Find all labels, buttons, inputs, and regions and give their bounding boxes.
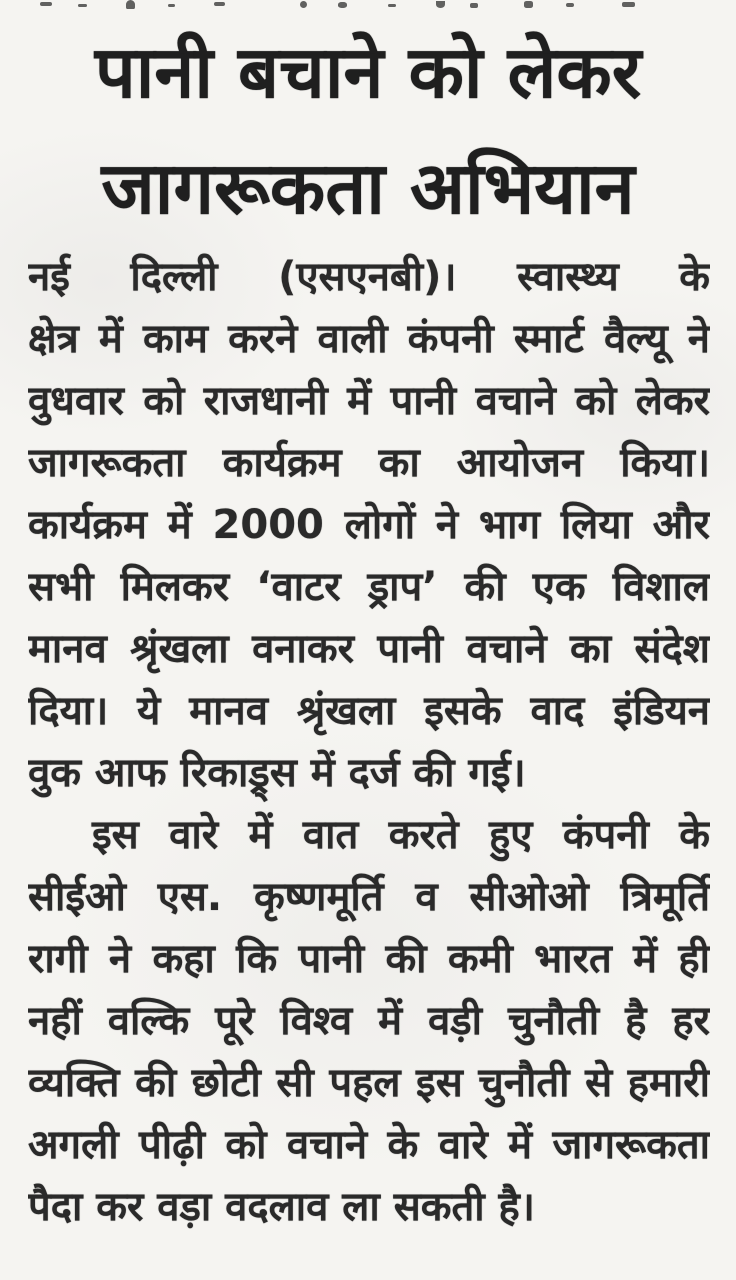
body-text-line: सीईओ एस. कृष्णमूर्ति व सीओओ त्रिमूर्ति: [28, 874, 710, 920]
glyph-fragment: [78, 4, 87, 7]
paragraph-2: [28, 804, 710, 1238]
paragraph-1: [28, 246, 710, 804]
cropped-previous-line: [0, 0, 736, 12]
body-text-line: व्यक्ति की छोटी सी पहल इस चुनौती से हमारी: [28, 1060, 710, 1106]
headline-line-2: जागरूकता अभियान: [101, 146, 635, 230]
body-text-line: इस वारे में वात करते हुए कंपनी के: [92, 812, 710, 858]
body-text-line: वुधवार को राजधानी में पानी वचाने को लेकर: [28, 378, 710, 424]
body-text-line: नहीं वल्कि पूरे विश्व में वड़ी चुनौती है हर: [28, 998, 710, 1044]
glyph-fragment: [436, 1, 445, 8]
body-text-line: सभी मिलकर ‘वाटर ड्राप’ की एक विशाल: [28, 564, 710, 610]
headline: [20, 14, 716, 246]
body-text-line: रागी ने कहा कि पानी की कमी भारत में ही: [28, 936, 710, 982]
glyph-fragment: [168, 4, 175, 7]
glyph-fragment: [388, 4, 396, 7]
body-text-line: अगली पीढ़ी को वचाने के वारे में जागरूकता: [28, 1122, 710, 1168]
body-text-line: नई दिल्ली (एसएनबी)। स्वास्थ्य के: [28, 254, 710, 300]
body-text-line: कार्यक्रम में 2000 लोगों ने भाग लिया और: [28, 502, 710, 548]
body-text-line: दिया। ये मानव श्रृंखला इसके वाद इंडियन: [28, 688, 710, 734]
glyph-fragment: [470, 3, 478, 8]
headline-line-1: पानी बचाने को लेकर: [94, 30, 642, 114]
body-text-line: जागरूकता कार्यक्रम का आयोजन किया।: [28, 440, 710, 486]
glyph-fragment: [300, 1, 307, 8]
glyph-fragment: [338, 2, 347, 8]
glyph-fragment: [566, 3, 574, 7]
body-text-line: पैदा कर वड़ा वदलाव ला सकती है।: [28, 1184, 535, 1230]
glyph-fragment: [214, 2, 225, 6]
glyph-fragment: [622, 2, 635, 7]
glyph-fragment: [126, 0, 135, 9]
body-text-line: क्षेत्र में काम करने वाली कंपनी स्मार्ट वैल्यू ने: [28, 316, 710, 362]
body-text-line: मानव श्रृंखला वनाकर पानी वचाने का संदेश: [28, 626, 710, 672]
glyph-fragment: [40, 2, 52, 6]
article-body: [28, 246, 710, 1238]
glyph-fragment: [524, 1, 533, 8]
body-text-line: वुक आफ रिकाड्र्स में दर्ज की गई।: [28, 750, 526, 796]
